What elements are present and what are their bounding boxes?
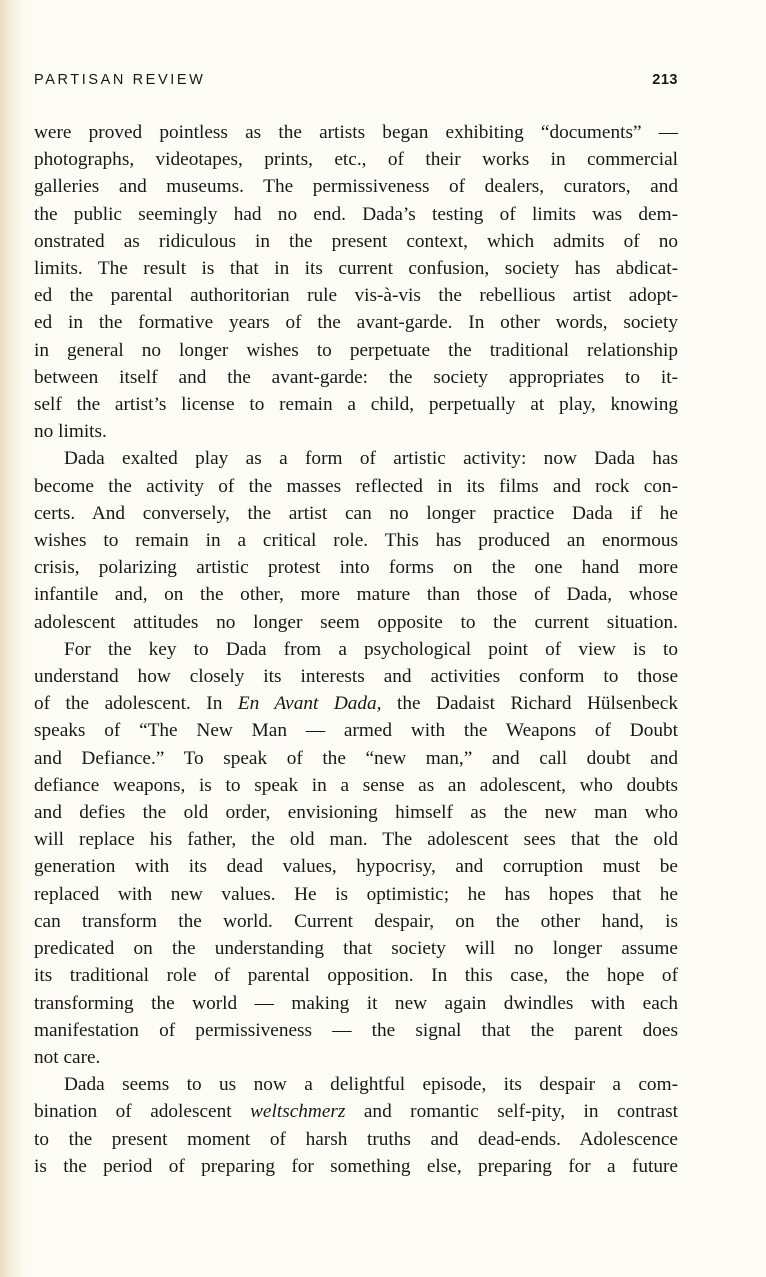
text-line: not care. xyxy=(34,1046,101,1068)
text-line: galleries and museums. The permissiveness of dealers, curators, and xyxy=(34,176,678,198)
book-title: En Avant Dada, xyxy=(237,693,382,715)
text-line: infantile and, on the other, more mature than those of Dada, whose xyxy=(34,584,678,606)
text-line: limits. The result is that in its current confusion, society has abdicat- xyxy=(34,258,678,280)
text-line: For the key to Dada from a psychological point of view is to xyxy=(64,638,678,660)
text-line: ed in the formative years of the avant-garde. In other words, society xyxy=(34,312,678,334)
text-line: generation with its dead values, hypocrisy, and corruption must be xyxy=(34,856,678,878)
text-line: photographs, videotapes, prints, etc., of their works in commercial xyxy=(34,149,678,171)
text-line: adolescent attitudes no longer seem opposite to the current situation. xyxy=(34,611,678,633)
text-line: onstrated as ridiculous in the present context, which admits of no xyxy=(34,230,678,252)
text-line: defiance weapons, is to speak in a sense as an adolescent, who doubts xyxy=(34,774,678,796)
text-line: the public seemingly had no end. Dada’s testing of limits was dem- xyxy=(34,203,678,225)
text-line: manifestation of permissiveness — the signal that the parent does xyxy=(34,1019,678,1041)
paragraph-1 xyxy=(34,119,678,445)
text-line xyxy=(34,690,678,717)
text-run: of the adolescent. In xyxy=(34,693,238,715)
text-line: its traditional role of parental opposition. In this case, the hope of xyxy=(34,965,678,987)
text-line: Dada exalted play as a form of artistic activity: now Dada has xyxy=(64,448,678,470)
text-run: and romantic self-pity, in contrast xyxy=(345,1101,678,1123)
text-line: crisis, polarizing artistic protest into forms on the one hand more xyxy=(34,557,678,579)
text-line: self the artist’s license to remain a child, perpetually at play, knowing xyxy=(34,394,678,416)
text-line: and defies the old order, envisioning himself as the new man who xyxy=(34,802,678,824)
text-line: were proved pointless as the artists began exhibiting “documents” — xyxy=(34,122,678,143)
text-line: predicated on the understanding that society will no longer assume xyxy=(34,938,678,960)
text-run: bination of adolescent xyxy=(34,1101,251,1123)
text-line: replaced with new values. He is optimistic; he has hopes that he xyxy=(34,883,678,905)
text-line: Dada seems to us now a delightful episode, its despair a com- xyxy=(64,1074,678,1096)
text-run: the Dadaist Richard Hülsenbeck xyxy=(381,693,678,715)
page-header xyxy=(34,72,678,96)
text-line: speaks of “The New Man — armed with the Weapons of Doubt xyxy=(34,720,678,742)
foreign-term: weltschmerz xyxy=(250,1101,346,1123)
text-line: in general no longer wishes to perpetuate the traditional relationship xyxy=(34,339,678,361)
text-line xyxy=(34,1098,678,1125)
paragraph-2 xyxy=(34,445,678,635)
paragraph-4 xyxy=(34,1071,678,1180)
page-number: 213 xyxy=(652,72,678,88)
text-line: between itself and the avant-garde: the society appropriates to it- xyxy=(34,366,678,388)
body-text xyxy=(34,119,678,1180)
text-line: certs. And conversely, the artist can no longer practice Dada if he xyxy=(34,502,678,524)
text-line: to the present moment of harsh truths and dead-ends. Adolescence xyxy=(34,1128,678,1150)
text-line: ed the parental authoritorian rule vis-à-vis the rebellious artist adopt- xyxy=(34,285,678,307)
text-line: understand how closely its interests and activities conform to those xyxy=(34,666,678,688)
running-head: PARTISAN REVIEW xyxy=(34,72,206,88)
text-line: become the activity of the masses reflected in its films and rock con- xyxy=(34,475,678,497)
text-line: wishes to remain in a critical role. This has produced an enormous xyxy=(34,530,678,552)
text-line: will replace his father, the old man. The adolescent sees that the old xyxy=(34,829,678,851)
text-line: no limits. xyxy=(34,421,107,443)
paragraph-3 xyxy=(34,636,678,1071)
text-line: transforming the world — making it new again dwindles with each xyxy=(34,992,678,1014)
text-line: can transform the world. Current despair, on the other hand, is xyxy=(34,910,678,932)
text-line: and Defiance.” To speak of the “new man,” and call doubt and xyxy=(34,747,678,769)
text-line: is the period of preparing for something else, preparing for a future xyxy=(34,1155,678,1177)
